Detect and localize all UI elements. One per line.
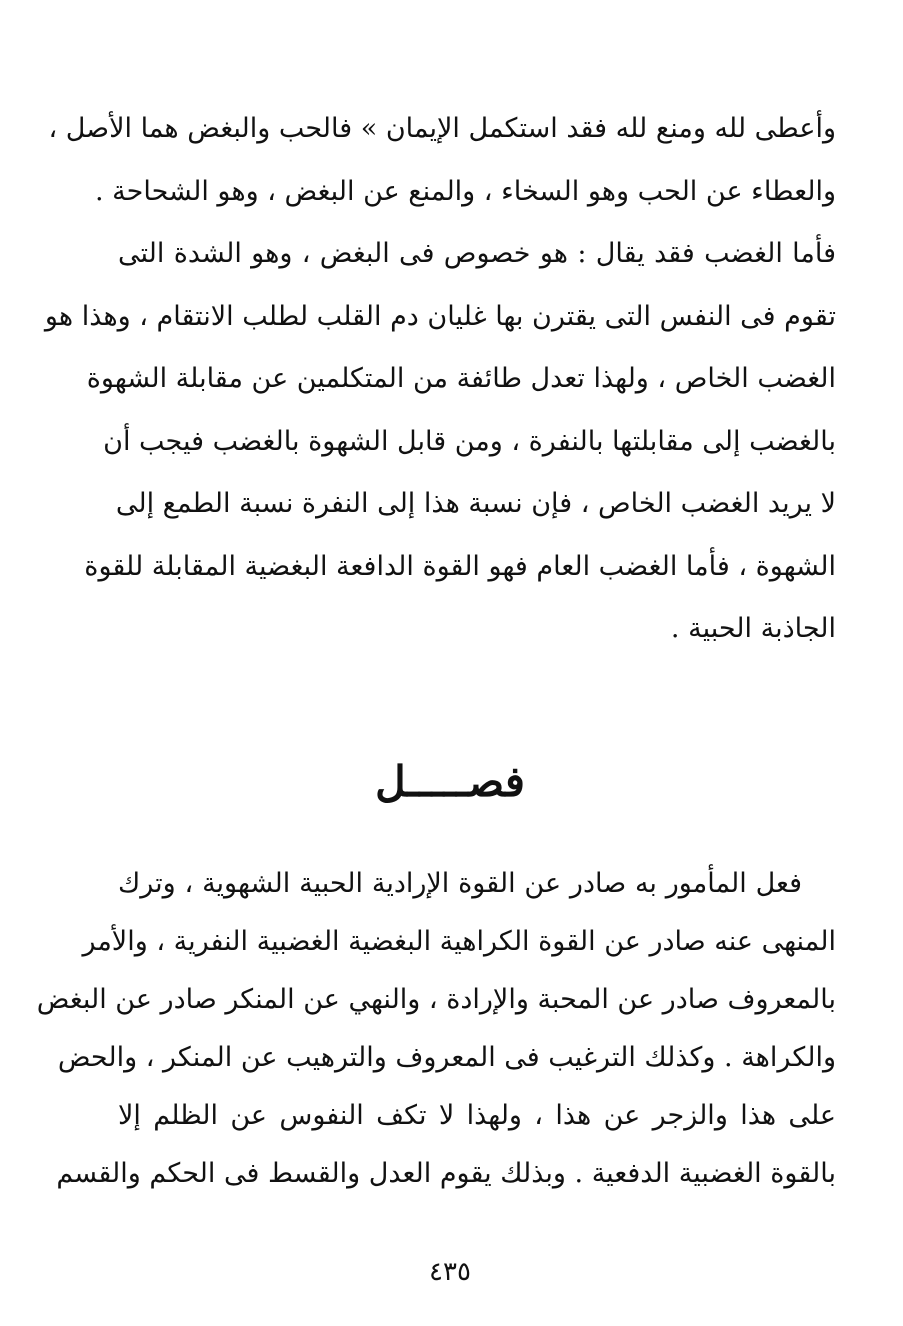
text-line: الغضب الخاص ، ولهذا تعدل طائفة من المتكلمين عن مقابلة الشهوة xyxy=(86,363,836,394)
text-line: الشهوة ، فأما الغضب العام فهو القوة الدافعة البغضية المقابلة للقوة xyxy=(84,550,836,582)
text-line: على هذا والزجر عن هذا ، ولهذا لا تكف النفوس عن الظلم إلا xyxy=(118,1100,836,1131)
text-line: وأعطى لله ومنع لله فقد استكمل الإيمان » فالحب والبغض هما الأصل ، xyxy=(48,113,836,144)
section-heading: فصـــــل xyxy=(375,757,525,806)
paragraph-1 xyxy=(44,98,836,661)
text-line: لا يريد الغضب الخاص ، فإن نسبة هذا إلى النفرة نسبة الطمع إلى xyxy=(115,488,836,519)
paragraph-2 xyxy=(36,855,836,1203)
text-line: والعطاء عن الحب وهو السخاء ، والمنع عن البغض ، وهو الشحاحة . xyxy=(95,175,836,207)
text-line: الجاذبة الحبية . xyxy=(670,613,836,644)
text-line: بالغضب إلى مقابلتها بالنفرة ، ومن قابل الشهوة بالغضب فيجب أن xyxy=(103,425,836,457)
page-number: ٤٣٥ xyxy=(429,1257,471,1287)
text-line: فأما الغضب فقد يقال : هو خصوص فى البغض ، وهو الشدة التى xyxy=(118,238,836,269)
text-line: بالمعروف صادر عن المحبة والإرادة ، والنهي عن المنكر صادر عن البغض xyxy=(36,984,836,1015)
text-line: المنهى عنه صادر عن القوة الكراهية البغضية الغضبية النفرية ، والأمر xyxy=(82,926,836,957)
text-line: بالقوة الغضبية الدفعية . وبذلك يقوم العدل والقسط فى الحكم والقسم xyxy=(56,1158,836,1189)
text-line: والكراهة . وكذلك الترغيب فى المعروف والترهيب عن المنكر ، والحض xyxy=(57,1042,836,1073)
text-line: تقوم فى النفس التى يقترن بها غليان دم القلب لطلب الانتقام ، وهذا هو xyxy=(44,300,836,332)
text-line: فعل المأمور به صادر عن القوة الإرادية الحبية الشهوية ، وترك xyxy=(118,868,802,899)
